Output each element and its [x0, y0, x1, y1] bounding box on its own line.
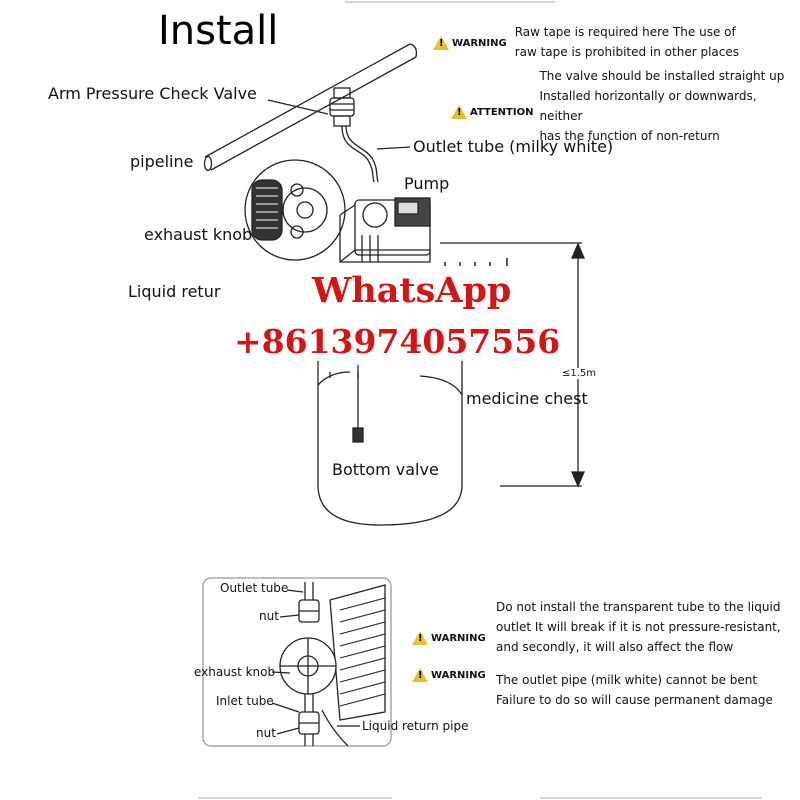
- detail-label-outlet-tube: Outlet tube: [220, 581, 289, 595]
- phone-watermark: +8613974057556: [234, 322, 561, 361]
- note-attention-valve: [451, 66, 800, 146]
- warning-icon: [412, 668, 428, 682]
- detail-label-liquid-return-pipe: Liquid return pipe: [362, 719, 469, 733]
- pump-head-detail: [245, 160, 345, 260]
- bottom-warning-tag-2: ! WARNING: [412, 668, 486, 682]
- warning-icon: [412, 631, 428, 645]
- dimension-arrow-down: [572, 472, 584, 486]
- warning-tag: ! WARNING: [433, 24, 507, 62]
- dimension-arrow-up: [572, 244, 584, 258]
- attention-text: The valve should be installed straight up Installed horizontally or downwards, neither has the function of non-return: [539, 69, 785, 143]
- label-medicine-chest: medicine chest: [466, 389, 588, 408]
- pump-body: [340, 198, 430, 262]
- detail-label-nut-top: nut: [259, 609, 279, 623]
- bottom-warning-text-2: The outlet pipe (milk white) cannot be bent Failure to do so will cause permanent damage: [496, 673, 773, 707]
- bottom-warning-text-1: Do not install the transparent tube to the liquid outlet It will break if it is not pressure-resistant, and secondly, it will also affect the flow: [496, 600, 781, 654]
- note-warning-raw-tape: [433, 22, 739, 62]
- detail-label-inlet-tube: Inlet tube: [216, 694, 274, 708]
- label-exhaust-knob: exhaust knob: [144, 225, 253, 244]
- label-pipeline: pipeline: [130, 152, 194, 171]
- label-outlet-tube-milky: Outlet tube (milky white): [413, 137, 614, 156]
- label-pump: Pump: [404, 174, 450, 193]
- label-height-limit: ≤1.5m: [562, 368, 597, 379]
- warning-text: Raw tape is required here The use of raw tape is prohibited in other places: [514, 25, 739, 59]
- warning-icon: [433, 36, 449, 50]
- detail-label-exhaust-knob: exhaust knob: [194, 665, 276, 679]
- dashes: [445, 258, 507, 266]
- page-title: Install: [158, 8, 279, 54]
- check-valve: [330, 88, 354, 126]
- pipeline-tube: [205, 44, 417, 171]
- label-liquid-return: Liquid retur: [128, 282, 221, 301]
- medicine-chest: [318, 355, 462, 525]
- bottom-warning-tag-1: ! WARNING: [412, 631, 486, 645]
- label-bottom-valve: Bottom valve: [332, 460, 439, 479]
- label-arm-pressure-check-valve: Arm Pressure Check Valve: [48, 84, 257, 103]
- attention-tag: ! ATTENTION: [451, 78, 533, 146]
- whatsapp-watermark: WhatsApp: [312, 270, 512, 311]
- warning-icon: [451, 105, 467, 119]
- detail-label-nut-bottom: nut: [256, 726, 276, 740]
